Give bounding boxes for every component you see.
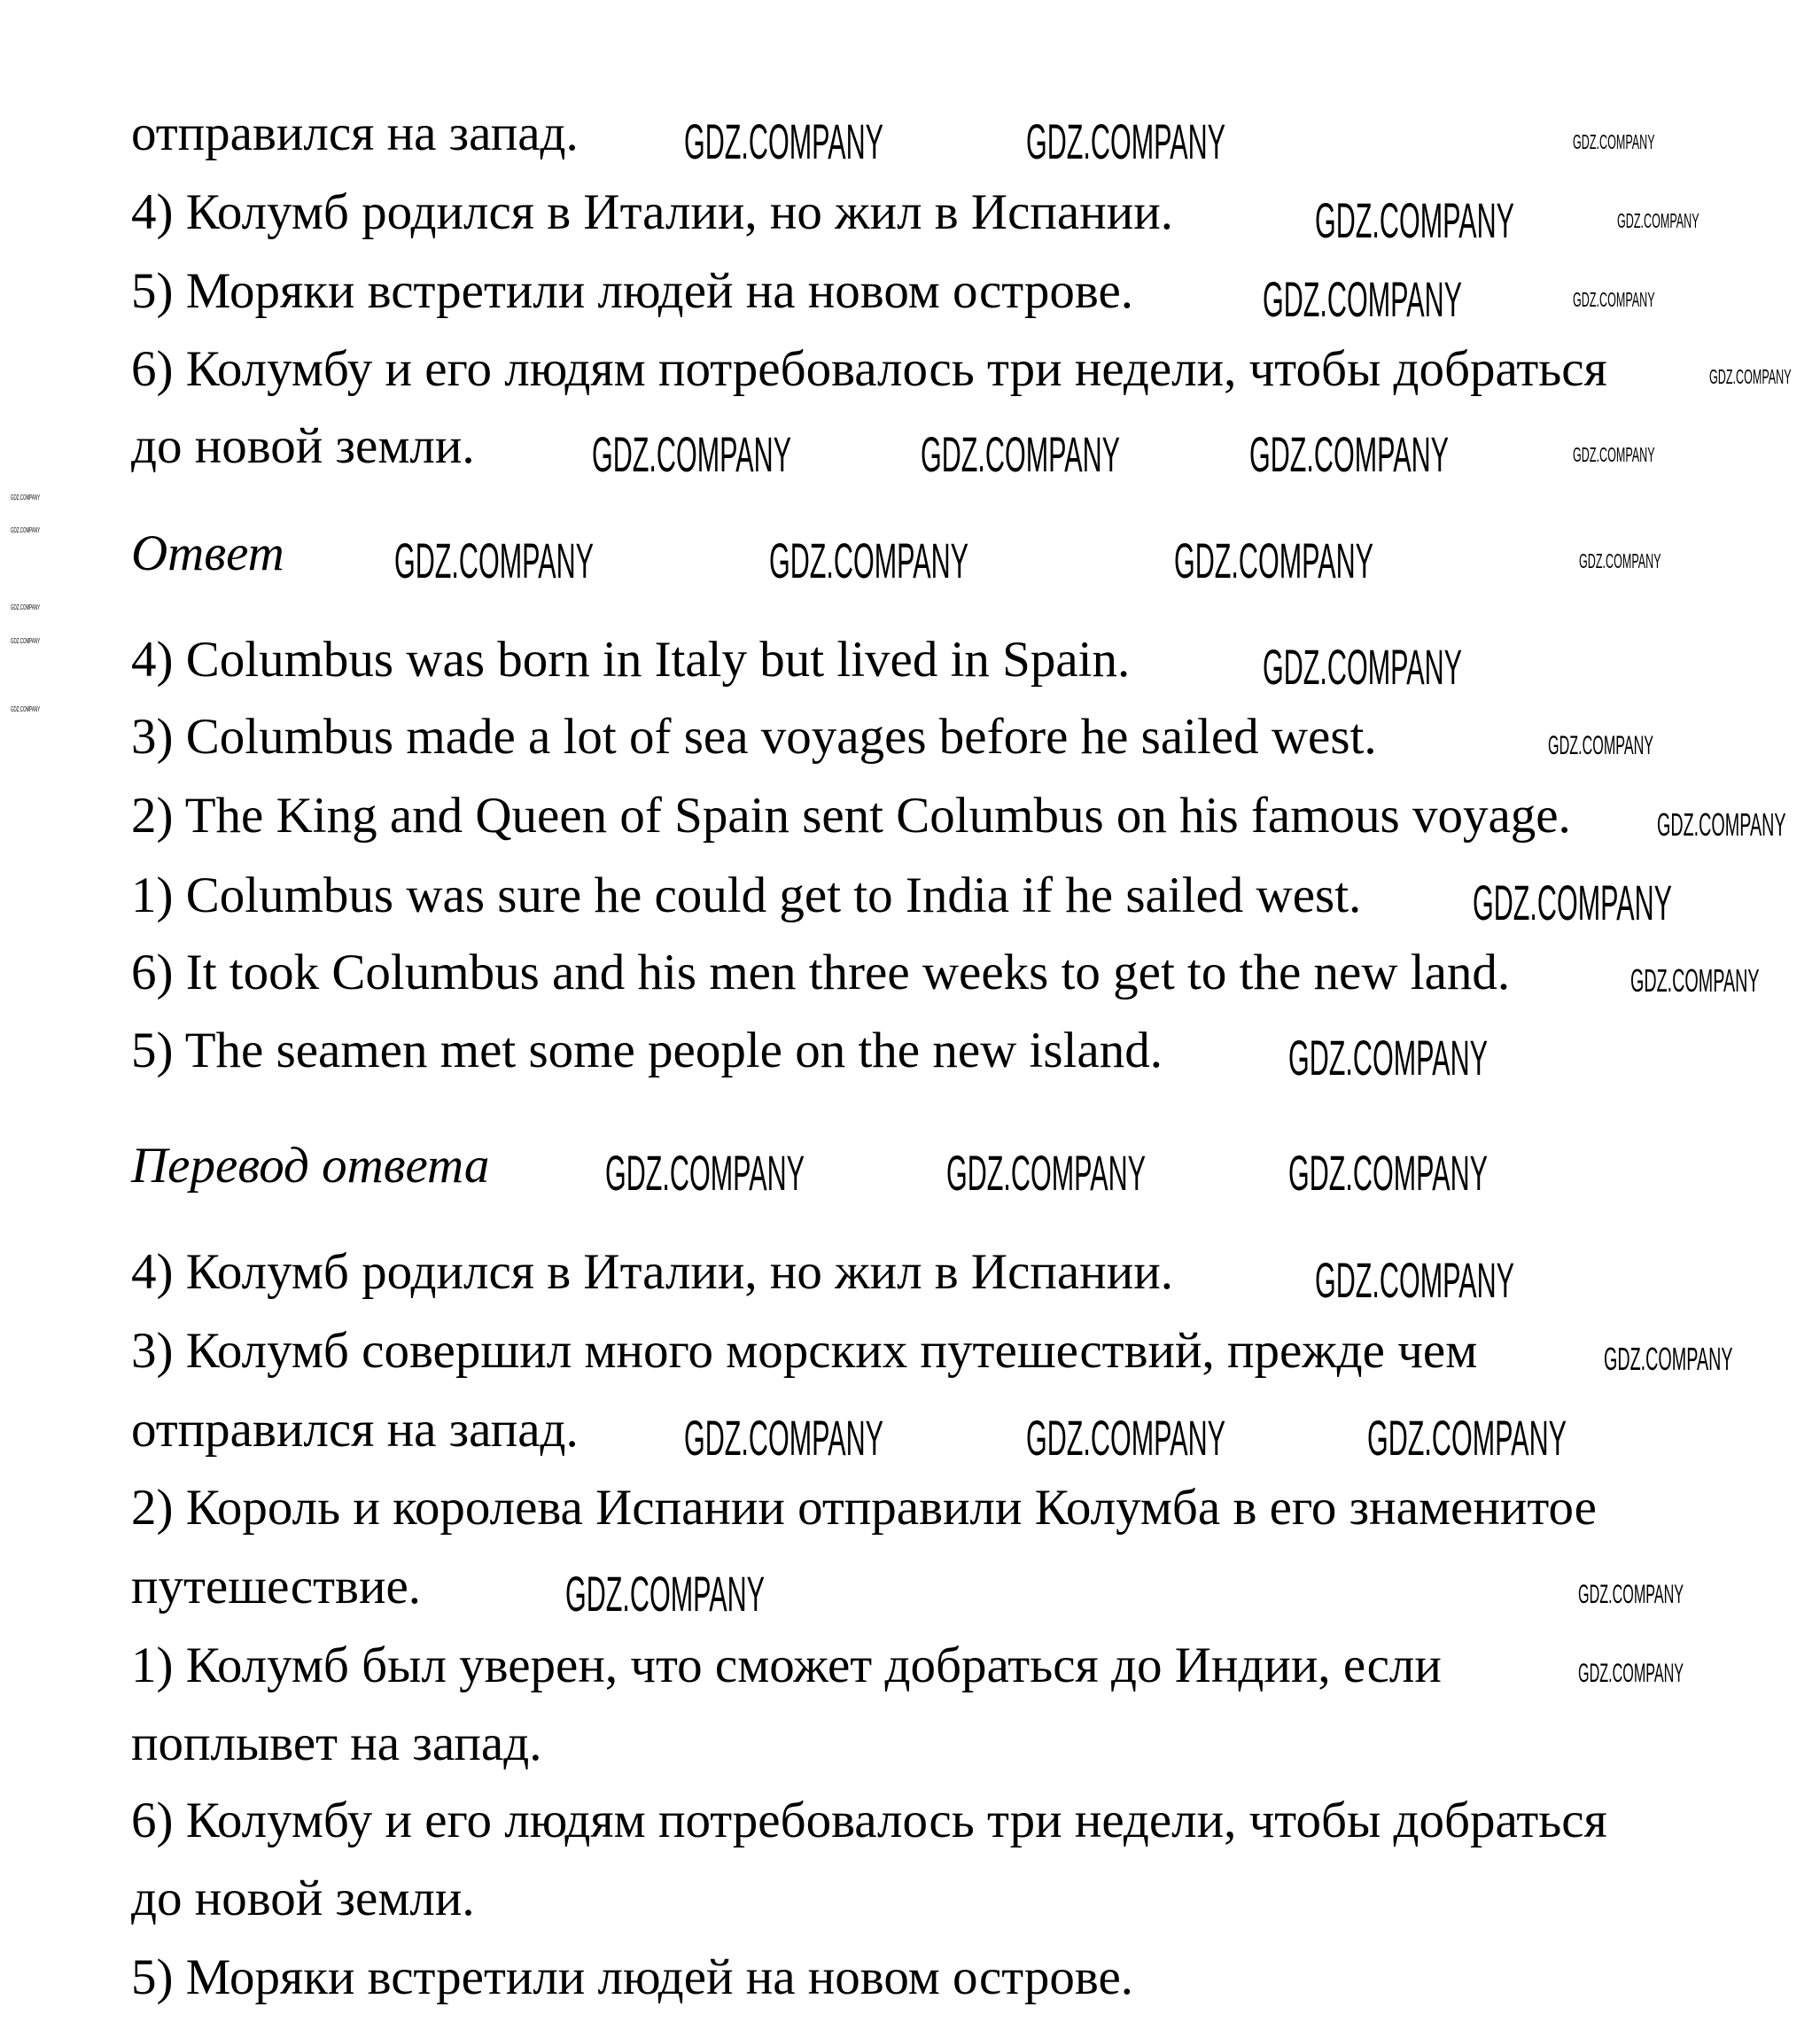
watermark: GDZ.COMPANY [1572,129,1655,153]
watermark: GDZ.COMPANY [1174,533,1374,588]
watermark: GDZ.COMPANY [394,533,595,588]
watermark: GDZ.COMPANY [1288,1146,1489,1202]
translation-line: 6) Колумбу и его людям потребовалось три недели, чтобы добраться [131,1793,1607,1849]
watermark: GDZ.COMPANY [1367,1410,1567,1466]
translation-line: 5) Моряки встретили людей на новом острове. [131,1949,1134,2005]
watermark: GDZ.COMPANY [1577,1580,1684,1610]
translation-line: отправился на запад. [131,1402,579,1458]
question-line: 6) Колумбу и его людям потребовалось три недели, чтобы добраться [131,340,1607,397]
watermark: GDZ.COMPANY [1025,1410,1225,1466]
answer-line: 5) The seamen met some people on the new island. [131,1022,1163,1078]
watermark: GDZ.COMPANY [11,637,41,646]
watermark: GDZ.COMPANY [1288,1030,1489,1085]
answer-line: 1) Columbus was sure he could get to India if he sailed west. [131,867,1362,923]
watermark: GDZ.COMPANY [1630,962,1760,1000]
watermark: GDZ.COMPANY [591,426,791,482]
watermark: GDZ.COMPANY [1579,549,1661,573]
question-line: до новой земли. [131,418,475,475]
watermark: GDZ.COMPANY [1572,287,1655,311]
watermark: GDZ.COMPANY [1547,730,1653,760]
translation-line: до новой земли. [131,1870,475,1926]
watermark: GDZ.COMPANY [1315,1252,1514,1308]
translation-line: 4) Колумб родился в Италии, но жил в Испании. [131,1244,1173,1301]
watermark: GDZ.COMPANY [1473,875,1673,930]
watermark: GDZ.COMPANY [11,705,41,714]
watermark: GDZ.COMPANY [565,1567,766,1622]
question-line: 5) Моряки встретили людей на новом острове. [131,263,1134,320]
watermark: GDZ.COMPANY [769,533,969,588]
watermark: GDZ.COMPANY [11,603,41,611]
answer-heading: Ответ [131,525,284,581]
watermark: GDZ.COMPANY [604,1146,805,1202]
answer-line: 3) Columbus made a lot of sea voyages before he sailed west. [131,709,1377,766]
answer-line: 6) It took Columbus and his men three weeks to get to the new land. [131,945,1511,1001]
answer-line: 4) Columbus was born in Italy but lived in Spain. [131,631,1131,688]
watermark: GDZ.COMPANY [1248,426,1449,482]
watermark: GDZ.COMPANY [1262,271,1462,327]
watermark: GDZ.COMPANY [11,494,41,502]
watermark: GDZ.COMPANY [946,1146,1147,1202]
watermark: GDZ.COMPANY [11,526,41,535]
translation-line: поплывет на запад. [131,1715,542,1771]
translation-line: 1) Колумб был уверен, что сможет добраться до Индии, если [131,1637,1442,1694]
watermark: GDZ.COMPANY [683,113,883,169]
watermark: GDZ.COMPANY [683,1410,883,1466]
watermark: GDZ.COMPANY [1604,1341,1734,1378]
translation-line: путешествие. [131,1559,421,1615]
watermark: GDZ.COMPANY [1617,208,1699,232]
watermark: GDZ.COMPANY [1572,443,1655,467]
watermark: GDZ.COMPANY [1709,365,1792,389]
watermark: GDZ.COMPANY [1577,1659,1684,1689]
watermark: GDZ.COMPANY [920,426,1120,482]
translation-line: 2) Король и королева Испании отправили Колумба в его знаменитое [131,1480,1597,1536]
watermark: GDZ.COMPANY [1262,640,1462,696]
watermark: GDZ.COMPANY [1025,113,1225,169]
translation-heading: Перевод ответа [131,1138,490,1194]
translation-line: 3) Колумб совершил много морских путешествий, прежде чем [131,1323,1478,1380]
watermark: GDZ.COMPANY [1315,192,1514,248]
watermark: GDZ.COMPANY [1656,805,1786,843]
question-line: отправился на запад. [131,105,579,162]
question-line: 4) Колумб родился в Италии, но жил в Испании. [131,184,1173,241]
answer-line: 2) The King and Queen of Spain sent Columbus on his famous voyage. [131,788,1571,844]
